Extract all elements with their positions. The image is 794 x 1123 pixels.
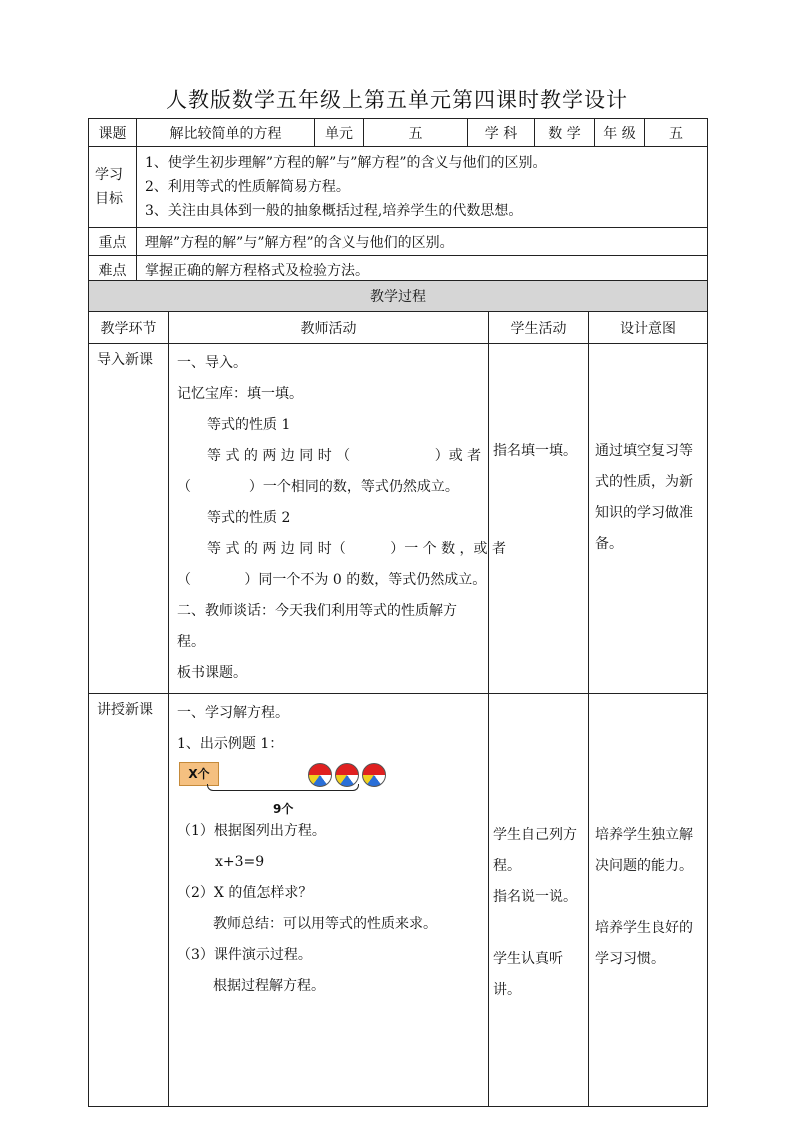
text-line: （ ）一个相同的数，等式仍然成立。: [177, 479, 459, 495]
process-table: [88, 280, 708, 1107]
student-step: 学生自己列方程。: [493, 827, 577, 874]
info-row: [89, 119, 708, 147]
document-title: 人教版数学五年级上第五单元第四课时教学设计: [166, 88, 628, 112]
design-intent-new: [589, 694, 708, 1107]
unit-value: 五: [364, 119, 468, 147]
teacher-activity-intro: [169, 344, 507, 694]
text-line: 一、导入。: [177, 355, 247, 371]
subject-value: 数 学: [535, 119, 595, 147]
text-line: 根据过程解方程。: [213, 978, 325, 994]
teacher-activity-new: [169, 694, 489, 1107]
key-value: 理解”方程的解”与”解方程”的含义与他们的区别。: [137, 228, 708, 256]
text-line: 等式的性质 2: [207, 510, 291, 526]
box-label: X个: [188, 767, 210, 781]
text-line: 记忆宝库：填一填。: [177, 386, 303, 402]
design-step: 培养学生独立解决问题的能力。: [595, 827, 693, 874]
goal-item: 1、使学生初步理解”方程的解”与”解方程”的含义与他们的区别。: [145, 155, 547, 171]
example-figure: [177, 760, 480, 816]
section-intro-row: [89, 344, 708, 694]
difficulty-label: 难点: [89, 256, 137, 284]
col-student: 学生活动: [489, 312, 589, 344]
ball-icon: [362, 763, 386, 787]
subject-label: 学 科: [468, 119, 535, 147]
design-intent-intro: 通过填空复习等式的性质，为新知识的学习做准备。: [589, 344, 708, 694]
text-line: 等 式 的 两 边 同 时（ ）一 个 数 ，或 者: [207, 541, 507, 557]
goals-label: 学习目标: [89, 147, 137, 228]
text-line: 等 式 的 两 边 同 时 （ ）或 者: [207, 448, 482, 464]
brace-icon: [207, 784, 359, 791]
goal-item: 3、关注由具体到一般的抽象概括过程,培养学生的代数思想。: [145, 203, 523, 219]
text-line: （3）课件演示过程。: [177, 947, 312, 963]
text-line: 教师总结：可以用等式的性质来求。: [213, 916, 437, 932]
text-line: （1）根据图列出方程。: [177, 823, 326, 839]
process-header: 教学过程: [89, 281, 708, 312]
topic-value: 解比较简单的方程: [137, 119, 315, 147]
brace-label: 9个: [273, 802, 294, 816]
grade-label: 年 级: [595, 119, 645, 147]
topic-label: 课题: [89, 119, 137, 147]
text-line: 二、教师谈话：今天我们利用等式的性质解方程。: [177, 603, 457, 650]
goals-list: [137, 147, 708, 228]
column-header-row: [89, 312, 708, 344]
info-table: [88, 118, 708, 284]
text-line: 一、学习解方程。: [177, 705, 289, 721]
unit-label: 单元: [315, 119, 364, 147]
student-activity-new: [489, 694, 589, 1107]
x-box: [179, 762, 219, 786]
text-line: （ ）同一个不为 0 的数，等式仍然成立。: [177, 572, 487, 588]
goal-item: 2、利用等式的性质解简易方程。: [145, 179, 350, 195]
section-new-row: [89, 694, 708, 1107]
col-design: 设计意图: [589, 312, 708, 344]
difficulty-value: 掌握正确的解方程格式及检验方法。: [137, 256, 708, 284]
grade-value: 五: [645, 119, 708, 147]
student-step: 指名说一说。: [493, 889, 577, 905]
phase-intro: 导入新课: [89, 344, 169, 694]
key-label: 重点: [89, 228, 137, 256]
col-phase: 教学环节: [89, 312, 169, 344]
text-line: 1、出示例题 1：: [177, 736, 284, 752]
text-line: 等式的性质 1: [207, 417, 291, 433]
key-row: [89, 228, 708, 256]
phase-new: 讲授新课: [89, 694, 169, 1107]
goals-row: [89, 147, 708, 228]
col-teacher: 教师活动: [169, 312, 489, 344]
student-activity-intro: 指名填一填。: [489, 344, 589, 694]
text-line: x+3=9: [215, 854, 265, 870]
text-line: （2）X 的值怎样求？: [177, 885, 313, 901]
text-line: 板书课题。: [177, 665, 247, 681]
student-step: 学生认真听讲。: [493, 951, 563, 998]
design-step: 培养学生良好的学习习惯。: [595, 920, 693, 967]
